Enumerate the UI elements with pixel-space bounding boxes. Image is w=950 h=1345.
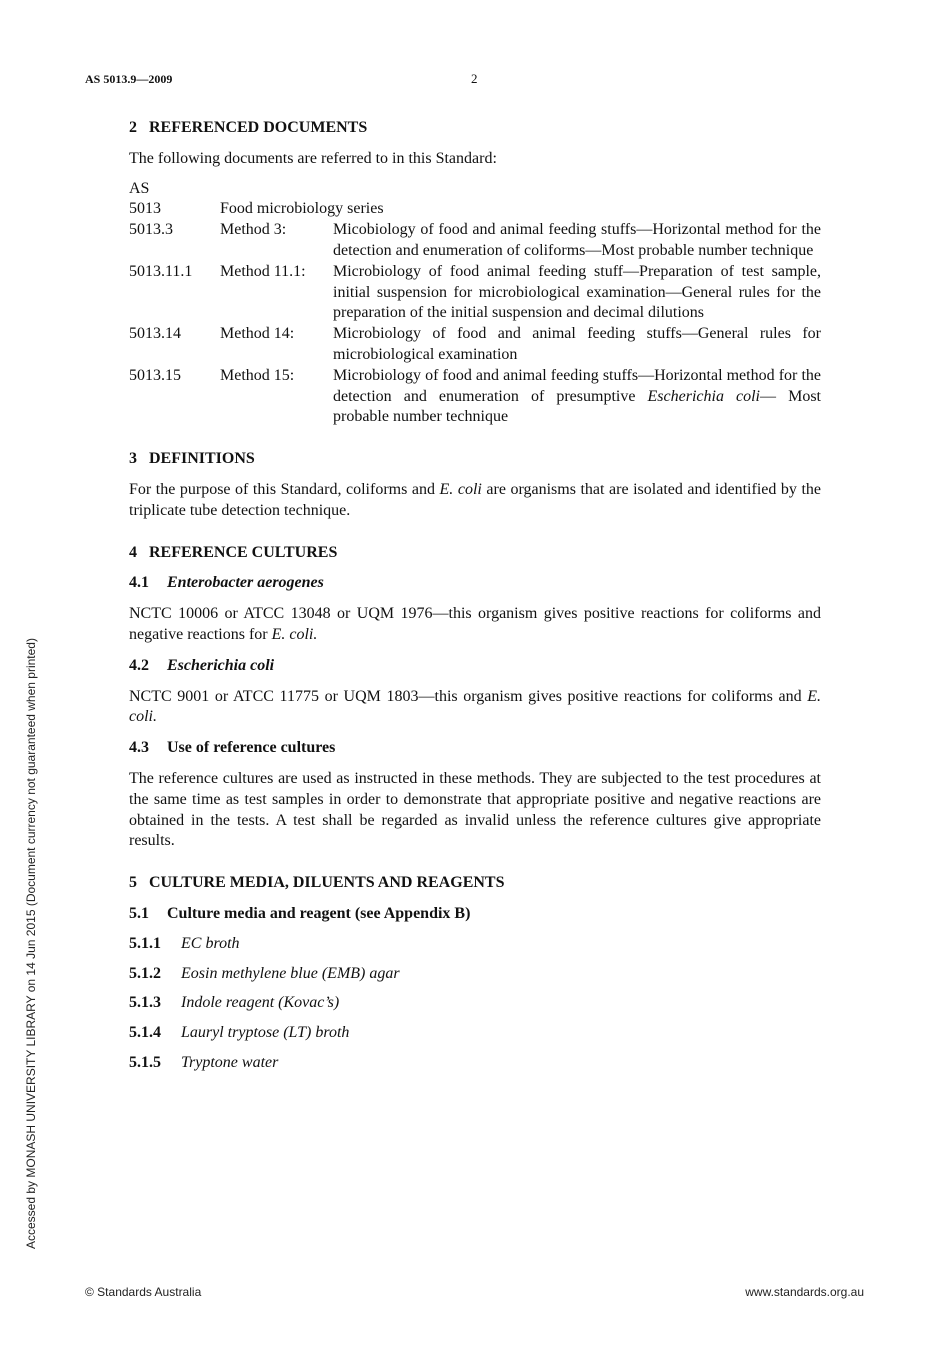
- section-5-heading: 5 CULTURE MEDIA, DILUENTS AND REAGENTS: [129, 874, 505, 892]
- table-row: [129, 366, 821, 428]
- footer-copyright: © Standards Australia: [85, 1285, 202, 1299]
- ref-title: Microbiology of food and animal feeding stuffs—Horizontal method for the detection and enumeration of presumptive Escherichia coli— Most probable number technique: [333, 366, 821, 426]
- access-watermark: Accessed by MONASH UNIVERSITY LIBRARY on 14 Jun 2015 (Document currency not guaranteed when printed): [24, 638, 38, 1249]
- ref-title: Microbiology of food and animal feeding stuffs—General rules for microbiological examination: [333, 325, 821, 363]
- table-row: [129, 179, 821, 200]
- section-4-1-text: NCTC 10006 or ATCC 13048 or UQM 1976—this organism gives positive reactions for coliforms and negative reactions for E. coli.: [129, 605, 821, 643]
- section-2-intro: The following documents are referred to in this Standard:: [129, 149, 497, 167]
- table-row: [129, 199, 821, 220]
- section-4-3-heading: 4.3 Use of reference cultures: [129, 739, 336, 757]
- list-item: 5.1.2 Eosin methylene blue (EMB) agar: [129, 964, 400, 982]
- ref-group: AS: [129, 179, 150, 197]
- ref-number: 5013: [129, 200, 161, 218]
- ref-method: Method 15:: [220, 366, 295, 384]
- ref-series-title: Food microbiology series: [220, 200, 384, 218]
- ref-number: 5013.11.1: [129, 262, 193, 280]
- page-content: [129, 118, 821, 1074]
- list-item: 5.1.3 Indole reagent (Kovac’s): [129, 994, 340, 1012]
- section-3-text: For the purpose of this Standard, coliforms and E. coli are organisms that are isolated and identified by the triplicate tube detection technique.: [129, 480, 822, 519]
- referenced-documents-table: [129, 179, 821, 429]
- section-4-1-heading: 4.1 Enterobacter aerogenes: [129, 574, 324, 592]
- section-4-2-text: NCTC 9001 or ATCC 11775 or UQM 1803—this organism gives positive reactions for coliforms and E. coli.: [129, 687, 821, 726]
- ref-number: 5013.14: [129, 325, 181, 343]
- list-item: 5.1.4 Lauryl tryptose (LT) broth: [129, 1024, 350, 1042]
- table-row: [129, 220, 821, 262]
- list-item: 5.1.1 EC broth: [129, 934, 240, 952]
- ref-method: Method 14:: [220, 325, 295, 343]
- ref-title: Microbiology of food animal feeding stuff—Preparation of test sample, initial suspension for microbiological examination—General rules for the preparation of the initial suspension and decimal dilutions: [333, 262, 821, 322]
- table-row: [129, 324, 821, 366]
- ref-number: 5013.3: [129, 221, 173, 239]
- ref-method: Method 11.1:: [220, 262, 306, 280]
- section-2-heading: 2 REFERENCED DOCUMENTS: [129, 119, 368, 136]
- list-item: 5.1.5 Tryptone water: [129, 1053, 279, 1071]
- section-3-heading: 3 DEFINITIONS: [129, 450, 255, 468]
- table-row: [129, 262, 821, 324]
- ref-method: Method 3:: [220, 221, 287, 239]
- section-5-1-heading: 5.1 Culture media and reagent (see Appendix B): [129, 904, 471, 922]
- section-4-2-heading: 4.2 Escherichia coli: [129, 656, 275, 674]
- ref-number: 5013.15: [129, 366, 181, 384]
- section-4-3-text: The reference cultures are used as instructed in these methods. They are subjected to the test procedures at the same time as test samples in order to demonstrate that appropriate positive and negative reactions are obtained in the tests. A test shall be regarded as invalid unless the reference cultures give appropriate results.: [129, 769, 821, 850]
- ref-title: Micobiology of food and animal feeding stuffs—Horizontal method for the detection and enumeration of coliforms—Most probable number technique: [333, 221, 821, 259]
- section-4-heading: 4 REFERENCE CULTURES: [129, 543, 338, 561]
- footer-website-link[interactable]: www.standards.org.au: [745, 1285, 864, 1299]
- header-standard-number: AS 5013.9—2009: [85, 72, 173, 86]
- page-number: 2: [471, 71, 478, 86]
